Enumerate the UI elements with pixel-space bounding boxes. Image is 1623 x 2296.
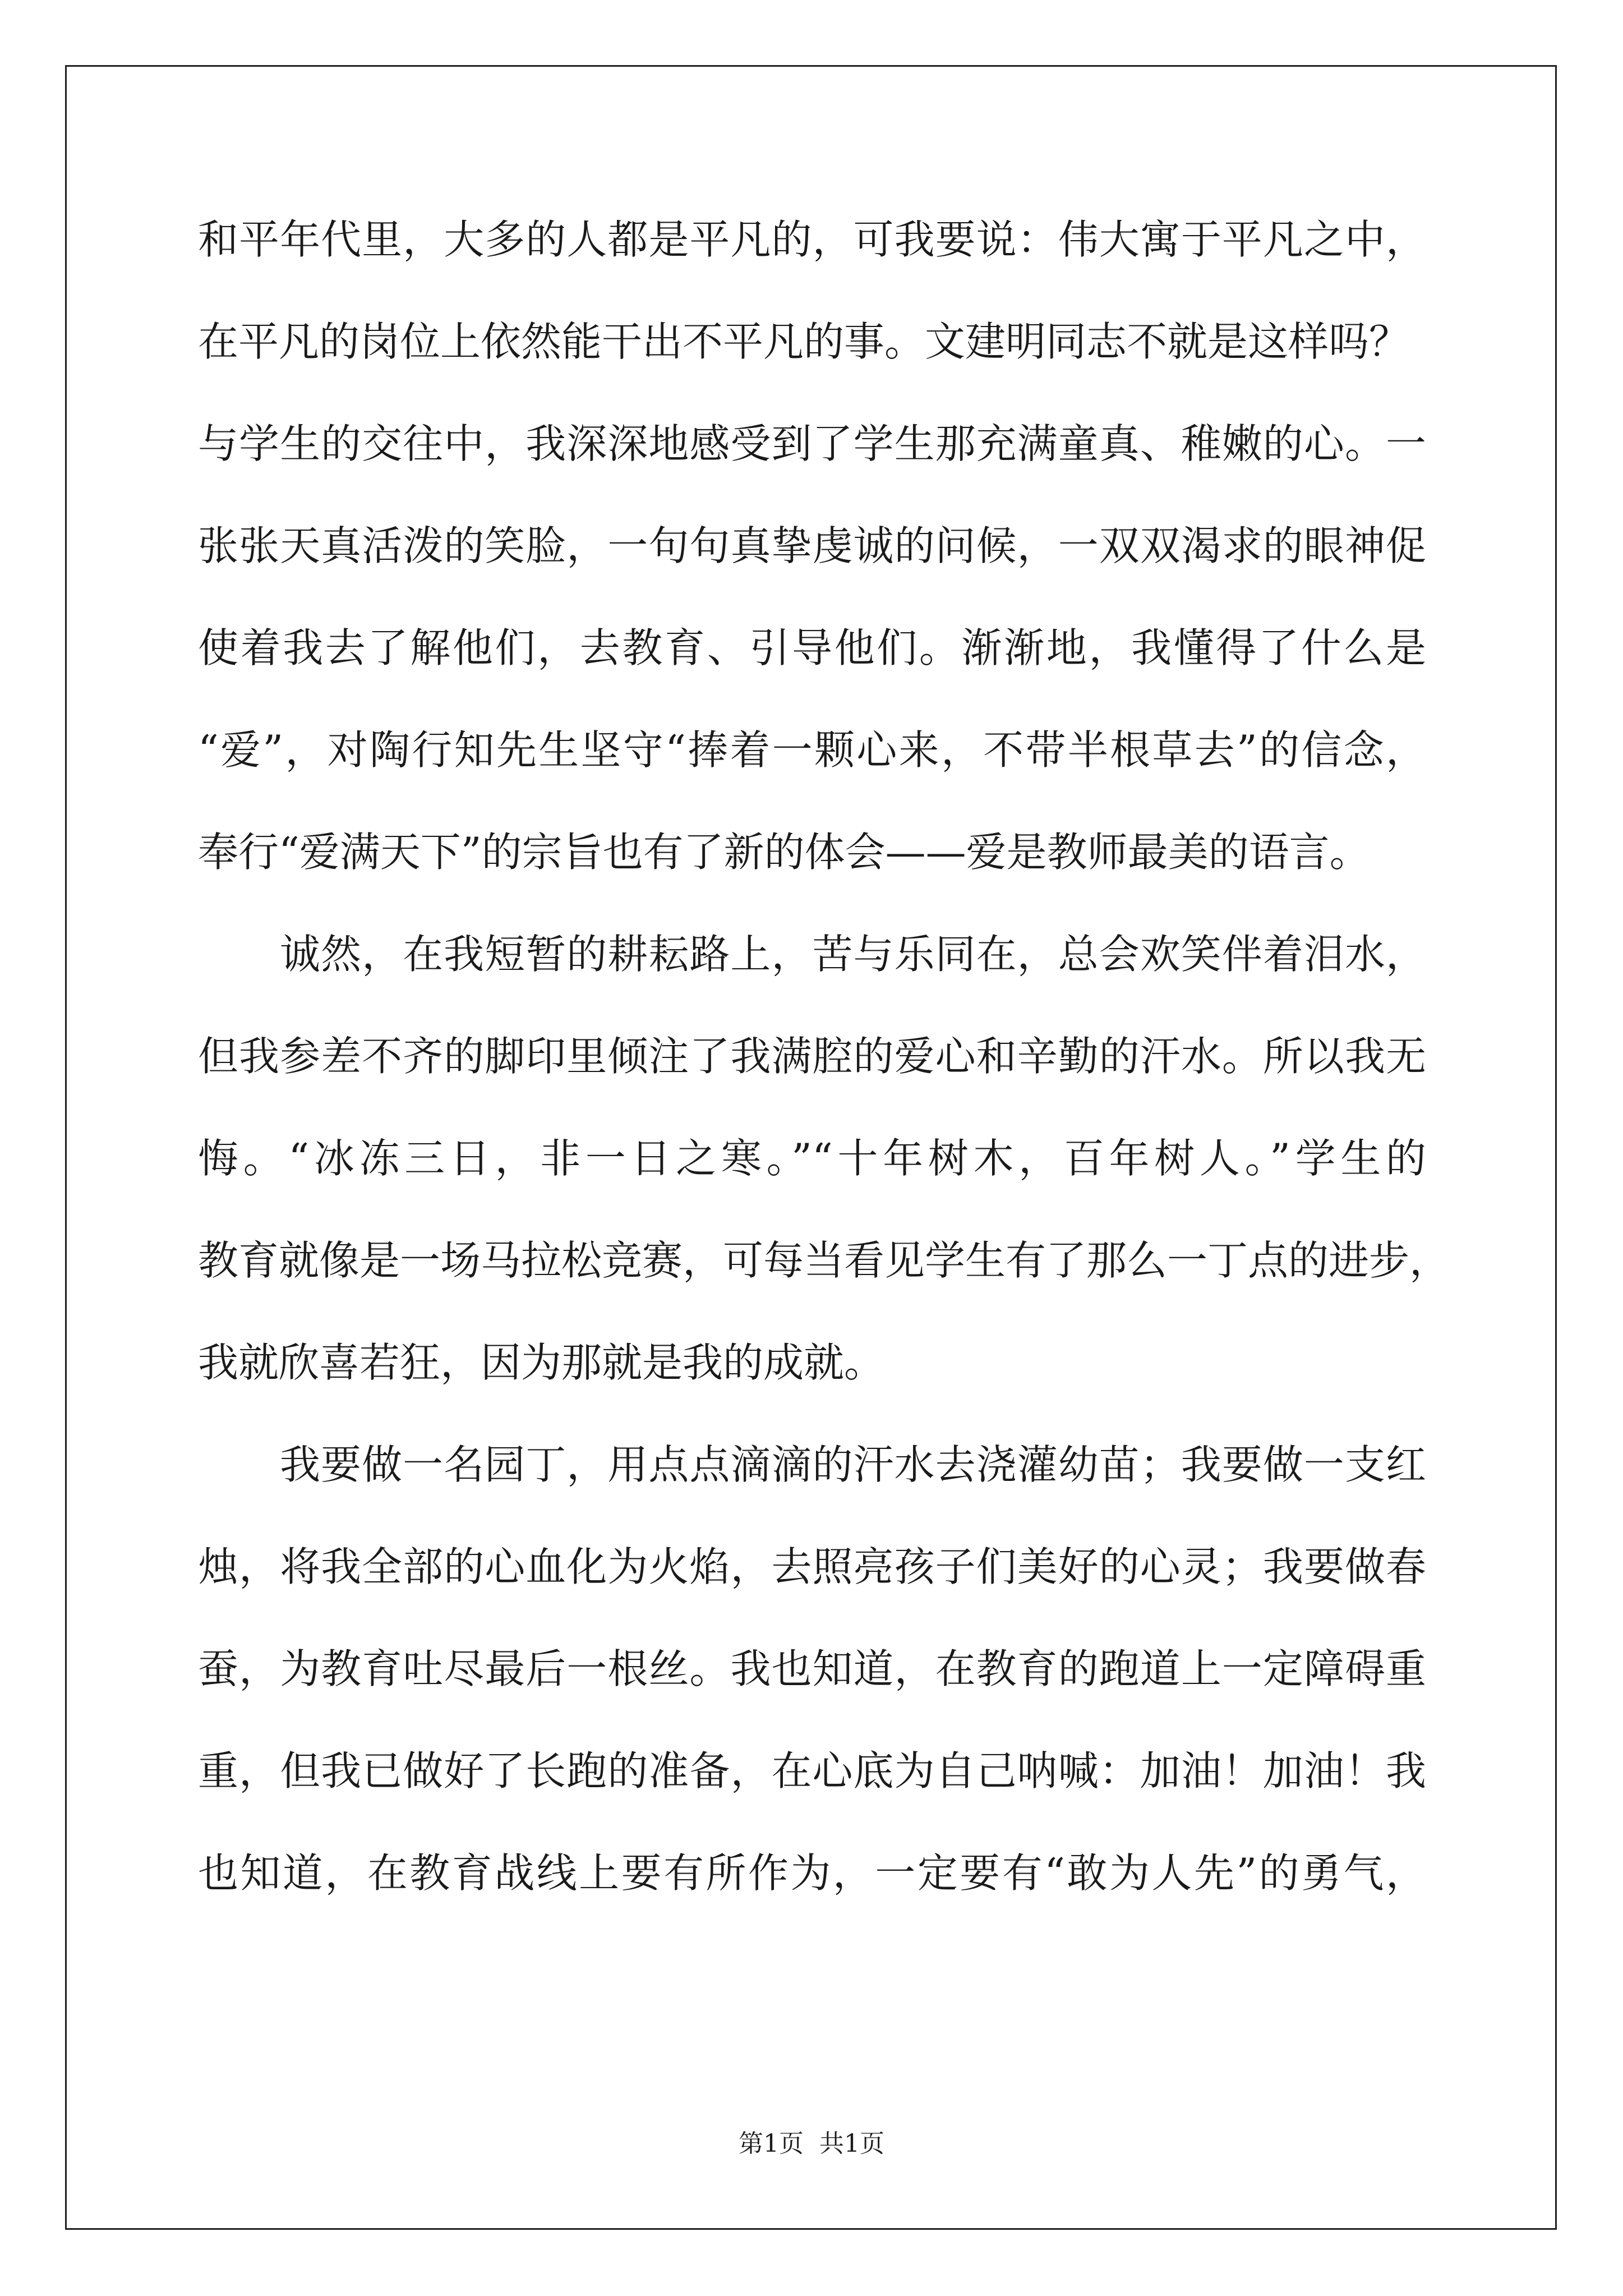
text-line: 重，但我已做好了长跑的准备，在心底为自己呐喊：加油！加油！我 [198,1747,1426,1795]
text-line: 但我参差不齐的脚印里倾注了我满腔的爱心和辛勤的汗水。所以我无 [198,1033,1426,1080]
text-line: 与学生的交往中，我深深地感受到了学生那充满童真、稚嫩的心。一 [198,420,1426,467]
text-line: 使着我去了解他们，去教育、引导他们。渐渐地，我懂得了什么是 [198,624,1426,671]
text-line: 烛，将我全部的心血化为火焰，去照亮孩子们美好的心灵；我要做春 [198,1543,1426,1590]
page-footer [0,2127,1623,2161]
text-line: 和平年代里，大多的人都是平凡的，可我要说：伟大寓于平凡之中， [198,216,1426,263]
text-line: 张张天真活泼的笑脸，一句句真挚虔诚的问候，一双双渴求的眼神促 [198,522,1426,569]
text-line: 诚然，在我短暂的耕耘路上，苦与乐同在，总会欢笑伴着泪水， [280,931,1426,978]
text-line: 我就欣喜若狂，因为那就是我的成就。 [198,1339,885,1386]
page-total: 共1页 [819,2129,884,2158]
text-line: 悔。“冰冻三日，非一日之寒。”“十年树木，百年树人。”学生的 [198,1135,1426,1182]
document-body [198,188,1450,1924]
text-line: 在平凡的岗位上依然能干出不平凡的事。文建明同志不就是这样吗？ [198,318,1410,365]
text-line: 也知道，在教育战线上要有所作为，一定要有“敢为人先”的勇气， [198,1849,1426,1897]
text-line: 教育就像是一场马拉松竞赛，可每当看见学生有了那么一丁点的进步， [198,1237,1450,1284]
text-line: 蚕，为教育吐尽最后一根丝。我也知道，在教育的跑道上一定障碍重 [198,1645,1426,1692]
text-line: 奉行“爱满天下”的宗旨也有了新的体会——爱是教师最美的语言。 [198,829,1370,876]
page-number: 第1页 [739,2129,804,2158]
text-line: “爱”，对陶行知先生坚守“捧着一颗心来，不带半根草去”的信念， [198,726,1426,774]
text-line: 我要做一名园丁，用点点滴滴的汗水去浇灌幼苗；我要做一支红 [280,1441,1426,1488]
